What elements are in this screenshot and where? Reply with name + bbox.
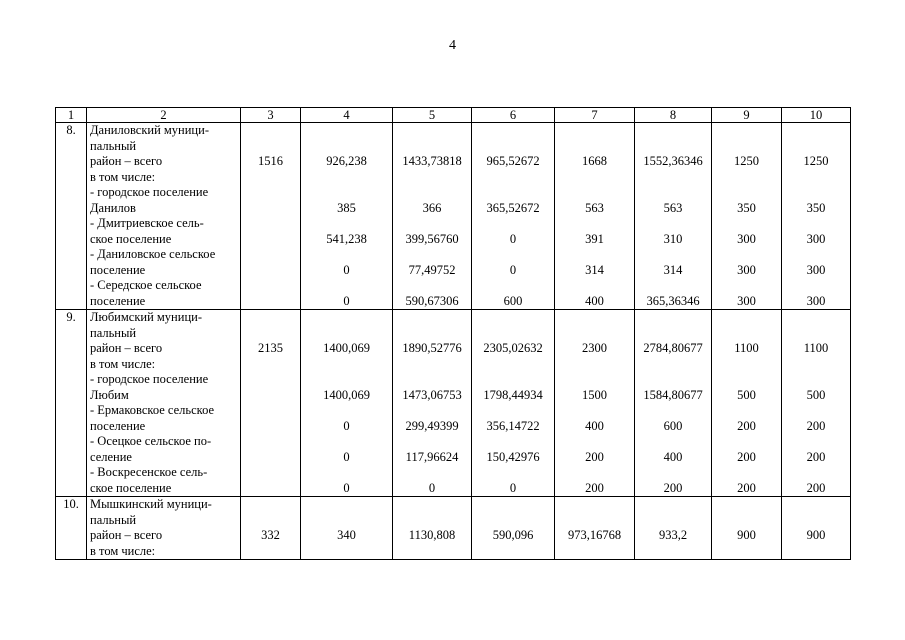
district-name-line: ское поселение <box>90 231 172 246</box>
value-text: 563 <box>585 200 604 215</box>
table-row <box>56 310 851 497</box>
value-text: 366 <box>422 200 442 215</box>
value-text: 200 <box>663 480 683 495</box>
value-cell <box>555 497 635 560</box>
district-name-line: - Воскресенское сель- <box>90 465 208 479</box>
header-cell: 2 <box>87 108 241 123</box>
value-cell <box>301 123 393 310</box>
value-text: 117,96624 <box>405 449 459 464</box>
district-name-line: - городское поселение <box>90 185 209 199</box>
value-text: 150,42976 <box>486 449 540 464</box>
value-text: 200 <box>737 449 756 464</box>
value-text: 300 <box>806 262 826 277</box>
row-number: 9. <box>66 310 76 324</box>
value-cell <box>241 123 301 310</box>
header-cell: 9 <box>712 108 782 123</box>
row-number-cell <box>56 123 87 310</box>
district-name-line: район – всего <box>90 528 163 542</box>
value-cell <box>472 497 555 560</box>
value-text: 2300 <box>582 341 607 355</box>
value-text: 300 <box>806 293 826 308</box>
page-number: 4 <box>449 38 456 53</box>
district-name-line: ское поселение <box>90 480 172 495</box>
value-text: 385 <box>337 200 356 215</box>
value-cell <box>472 123 555 310</box>
value-text: 400 <box>585 293 604 308</box>
district-name-line: пальный <box>90 512 137 527</box>
district-name-line: поселение <box>90 418 146 433</box>
value-text: 299,49399 <box>405 418 459 433</box>
value-cell <box>712 497 782 560</box>
value-text: 0 <box>509 480 517 495</box>
value-cell <box>635 497 712 560</box>
value-text: 1584,80677 <box>643 387 703 402</box>
header-cell: 6 <box>472 108 555 123</box>
value-text: 0 <box>509 231 517 246</box>
value-text: 200 <box>585 480 604 495</box>
value-text: 332 <box>261 528 280 542</box>
value-text: 340 <box>337 528 356 542</box>
value-text: 1100 <box>803 341 829 355</box>
value-cell <box>472 310 555 497</box>
value-text: 399,56760 <box>405 231 459 246</box>
district-name-line: Мышкинский муници- <box>90 497 212 511</box>
value-text: 400 <box>585 418 604 433</box>
value-text: 541,238 <box>326 231 367 246</box>
value-text: 77,49752 <box>408 262 456 277</box>
value-text: 1400,069 <box>323 341 370 355</box>
value-cell <box>635 310 712 497</box>
value-text: 2305,02632 <box>483 341 543 355</box>
district-name-line: Данилов <box>90 200 136 215</box>
district-name-cell <box>87 123 241 310</box>
value-cell <box>241 310 301 497</box>
district-name-line: район – всего <box>90 154 163 168</box>
value-text: 350 <box>737 200 756 215</box>
value-text: 500 <box>737 387 756 402</box>
value-text: 973,16768 <box>567 528 622 542</box>
table-header-row <box>56 108 851 123</box>
value-text: 0 <box>343 449 350 464</box>
value-text: 300 <box>737 262 756 277</box>
row-number: 8. <box>66 123 76 137</box>
value-cell <box>555 310 635 497</box>
value-text: 300 <box>737 293 756 308</box>
data-table <box>55 107 851 560</box>
value-text: 200 <box>737 418 756 433</box>
district-name-line: поселение <box>90 262 146 277</box>
value-cell <box>393 310 472 497</box>
district-name-line: - Ермаковское сельское <box>90 403 215 417</box>
value-text: 391 <box>585 231 604 246</box>
district-name-line: - Середское сельское <box>90 278 202 292</box>
value-text: 563 <box>663 200 683 215</box>
value-text: 1400,069 <box>323 387 370 402</box>
header-cell: 1 <box>56 108 87 123</box>
value-cell <box>555 123 635 310</box>
value-text: 1500 <box>582 387 607 402</box>
value-text: 1250 <box>803 154 829 168</box>
value-cell <box>712 310 782 497</box>
value-text: 356,14722 <box>486 418 540 433</box>
value-text: 0 <box>428 480 436 495</box>
table-row <box>56 497 851 560</box>
row-number-cell <box>56 497 87 560</box>
value-cell <box>301 497 393 560</box>
value-text: 310 <box>663 231 683 246</box>
value-text: 0 <box>343 262 350 277</box>
value-text: 2784,80677 <box>643 341 703 355</box>
value-text: 933,2 <box>658 528 688 542</box>
value-text: 314 <box>585 262 604 277</box>
value-text: 1250 <box>734 154 759 168</box>
district-name-line: район – всего <box>90 341 163 355</box>
header-cell: 7 <box>555 108 635 123</box>
value-cell <box>712 123 782 310</box>
value-text: 590,096 <box>492 528 534 542</box>
value-text: 0 <box>509 262 517 277</box>
table-body <box>56 108 851 560</box>
value-text: 926,238 <box>326 154 367 168</box>
value-cell <box>782 123 851 310</box>
value-text: 365,52672 <box>486 200 540 215</box>
value-cell <box>393 497 472 560</box>
district-name-line: пальный <box>90 138 137 153</box>
value-cell <box>241 497 301 560</box>
value-cell <box>635 123 712 310</box>
header-cell: 10 <box>782 108 851 123</box>
value-text: 314 <box>663 262 683 277</box>
value-text: 200 <box>585 449 604 464</box>
value-text: 0 <box>343 293 350 308</box>
value-text: 500 <box>806 387 826 402</box>
value-text: 900 <box>737 528 756 542</box>
value-text: 0 <box>343 418 350 433</box>
header-cell: 8 <box>635 108 712 123</box>
table-row <box>56 123 851 310</box>
district-name-line: Любимский муници- <box>90 310 202 324</box>
row-number: 10. <box>63 497 79 511</box>
value-text: 300 <box>737 231 756 246</box>
district-name-line: - Даниловское сельское <box>90 247 216 261</box>
district-name-cell <box>87 310 241 497</box>
value-text: 1890,52776 <box>402 341 462 355</box>
value-text: 600 <box>663 418 683 433</box>
district-name-line: поселение <box>90 293 146 308</box>
value-text: 1130,808 <box>408 528 456 542</box>
district-name-cell <box>87 497 241 560</box>
district-name-line: пальный <box>90 325 137 340</box>
value-text: 365,36346 <box>646 293 700 308</box>
value-text: 600 <box>503 293 523 308</box>
value-cell <box>782 310 851 497</box>
value-text: 200 <box>806 449 826 464</box>
district-name-line: - Дмитриевское сель- <box>90 216 204 230</box>
district-name-line: - городское поселение <box>90 372 209 386</box>
value-text: 900 <box>806 528 826 542</box>
value-text: 200 <box>806 418 826 433</box>
value-cell <box>393 123 472 310</box>
header-cell: 5 <box>393 108 472 123</box>
value-cell <box>782 497 851 560</box>
value-text: 965,52672 <box>486 154 540 168</box>
value-text: 400 <box>663 449 683 464</box>
district-name-line: Даниловский муници- <box>90 123 209 137</box>
value-text: 200 <box>737 480 756 495</box>
value-text: 350 <box>806 200 826 215</box>
value-text: 200 <box>806 480 826 495</box>
district-name-line: Любим <box>90 387 129 402</box>
header-cell: 3 <box>241 108 301 123</box>
header-cell: 4 <box>301 108 393 123</box>
value-text: 0 <box>343 480 350 495</box>
value-text: 590,67306 <box>405 293 459 308</box>
value-text: 1433,73818 <box>402 154 462 168</box>
value-text: 1798,44934 <box>483 387 543 402</box>
value-text: 1516 <box>258 154 283 168</box>
value-cell <box>301 310 393 497</box>
value-text: 1668 <box>582 154 607 168</box>
district-name-line: - Осецкое сельское по- <box>90 434 212 448</box>
value-text: 1552,36346 <box>643 154 703 168</box>
value-text: 300 <box>806 231 826 246</box>
district-name-line: в том числе: <box>90 356 156 371</box>
value-text: 1473,06753 <box>402 387 462 402</box>
row-number-cell <box>56 310 87 497</box>
district-name-line: в том числе: <box>90 543 156 558</box>
district-name-line: селение <box>90 449 132 464</box>
value-text: 1100 <box>734 341 759 355</box>
district-name-line: в том числе: <box>90 169 156 184</box>
value-text: 2135 <box>258 341 283 355</box>
